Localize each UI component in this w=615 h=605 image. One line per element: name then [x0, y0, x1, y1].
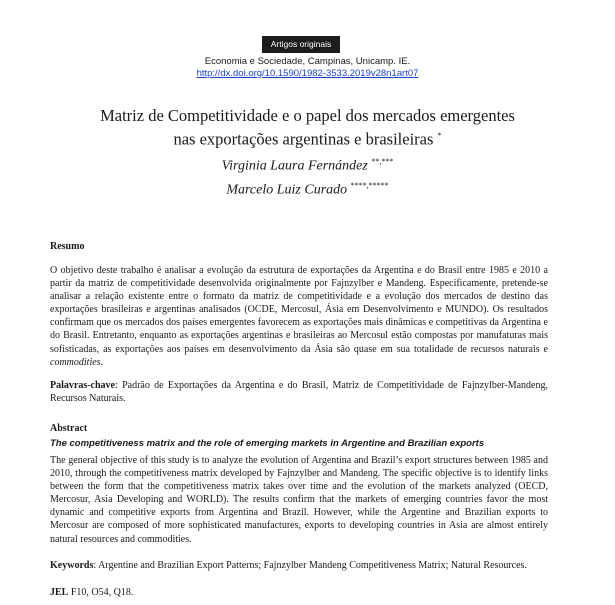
doi-link[interactable]: http://dx.doi.org/10.1590/1982-3533.2019v28n1art07 [196, 68, 419, 79]
resumo-italic-term: commodities [50, 356, 101, 368]
jel-label: JEL [50, 587, 69, 598]
palavras-chave-label: Palavras-chave [50, 380, 115, 391]
author-2-affiliation-marks[interactable]: ****,***** [350, 180, 389, 190]
article-type-badge: Artigos originais [262, 36, 340, 53]
author-1-affiliation-marks[interactable]: **,*** [371, 157, 394, 166]
resumo-heading: Resumo [50, 241, 85, 252]
author-1: Virginia Laura Fernández **,*** [221, 157, 394, 174]
resumo-paragraph: O objetivo deste trabalho é analisar a evolução da estrutura de exportações da Argentina e do Brasil entre 1985 e 2010 a partir da matriz de competitividade desenvolvida originalmente por Fajnzylber e Mandeng. Especificamente, pretende-se analisar a relação existente entre o formato da matriz de competitividade e a evolução dos mercados de destino das exportações brasileiras e argentinas analisados (OCDE, Mercosul, Ásia em Desenvolvimento e MUNDO). Os resultados confirmam que os mercados dos países emergentes favorecem as exportações mais dinâmicas e competitivas da Argentina e do Brasil. Entretanto, enquanto as exportações argentinas e brasileiras ao Mercosul estão compostas por manufaturas mais sofisticadas, as exportações aos países em desenvolvimento da Ásia são quase em sua totalidade de recursos naturais e commodities. [50, 265, 548, 368]
title-footnote-marker[interactable]: * [437, 131, 442, 140]
english-title: The competitiveness matrix and the role of emerging markets in Argentine and Brazilian exports [50, 438, 485, 449]
author-2: Marcelo Luiz Curado ****,***** [226, 180, 389, 198]
paper-title [0, 106, 615, 150]
title-line-1: Matriz de Competitividade e o papel dos mercados emergentes [100, 106, 515, 125]
jel-codes: JEL F10, O54, Q18. [50, 587, 134, 598]
keywords-label: Keywords [50, 560, 94, 571]
title-line-2: nas exportações argentinas e brasileiras * [173, 129, 442, 149]
doi-line [0, 68, 615, 80]
author-list [0, 152, 615, 199]
abstract-paragraph: The general objective of this study is to analyze the evolution of Argentina and Brazil’s export structures between 1985 and 2010, through the competitiveness matrix developed by Fajnzylber and Mandeng. The specific objective is to identify links between the form that the competitiveness matrix takes over time and the evolution of the markets analyzed (OECD, Mercosur, Asia Developing and WORLD). The results confirm that the markets of emerging countries favor the most dynamic and competitive exports from Argentina and Brazil. However, while the Argentine and Brazilian exports to Mercosur are composed of more sophisticated manufactures, exports to developing countries in Asia are almost entirely natural resources and commodities. [50, 455, 548, 545]
journal-citation: Economia e Sociedade, Campinas, Unicamp. IE. [204, 56, 411, 67]
abstract-heading: Abstract [50, 423, 88, 434]
palavras-chave: Palavras-chave: Padrão de Exportações da Argentina e do Brasil, Matriz de Competitividade de Fajnzylber-Mandeng, Recursos Naturais. [50, 380, 548, 405]
keywords: Keywords: Argentine and Brazilian Export Patterns; Fajnzylber Mandeng Competitiveness Matrix; Natural Resources. [50, 560, 527, 571]
